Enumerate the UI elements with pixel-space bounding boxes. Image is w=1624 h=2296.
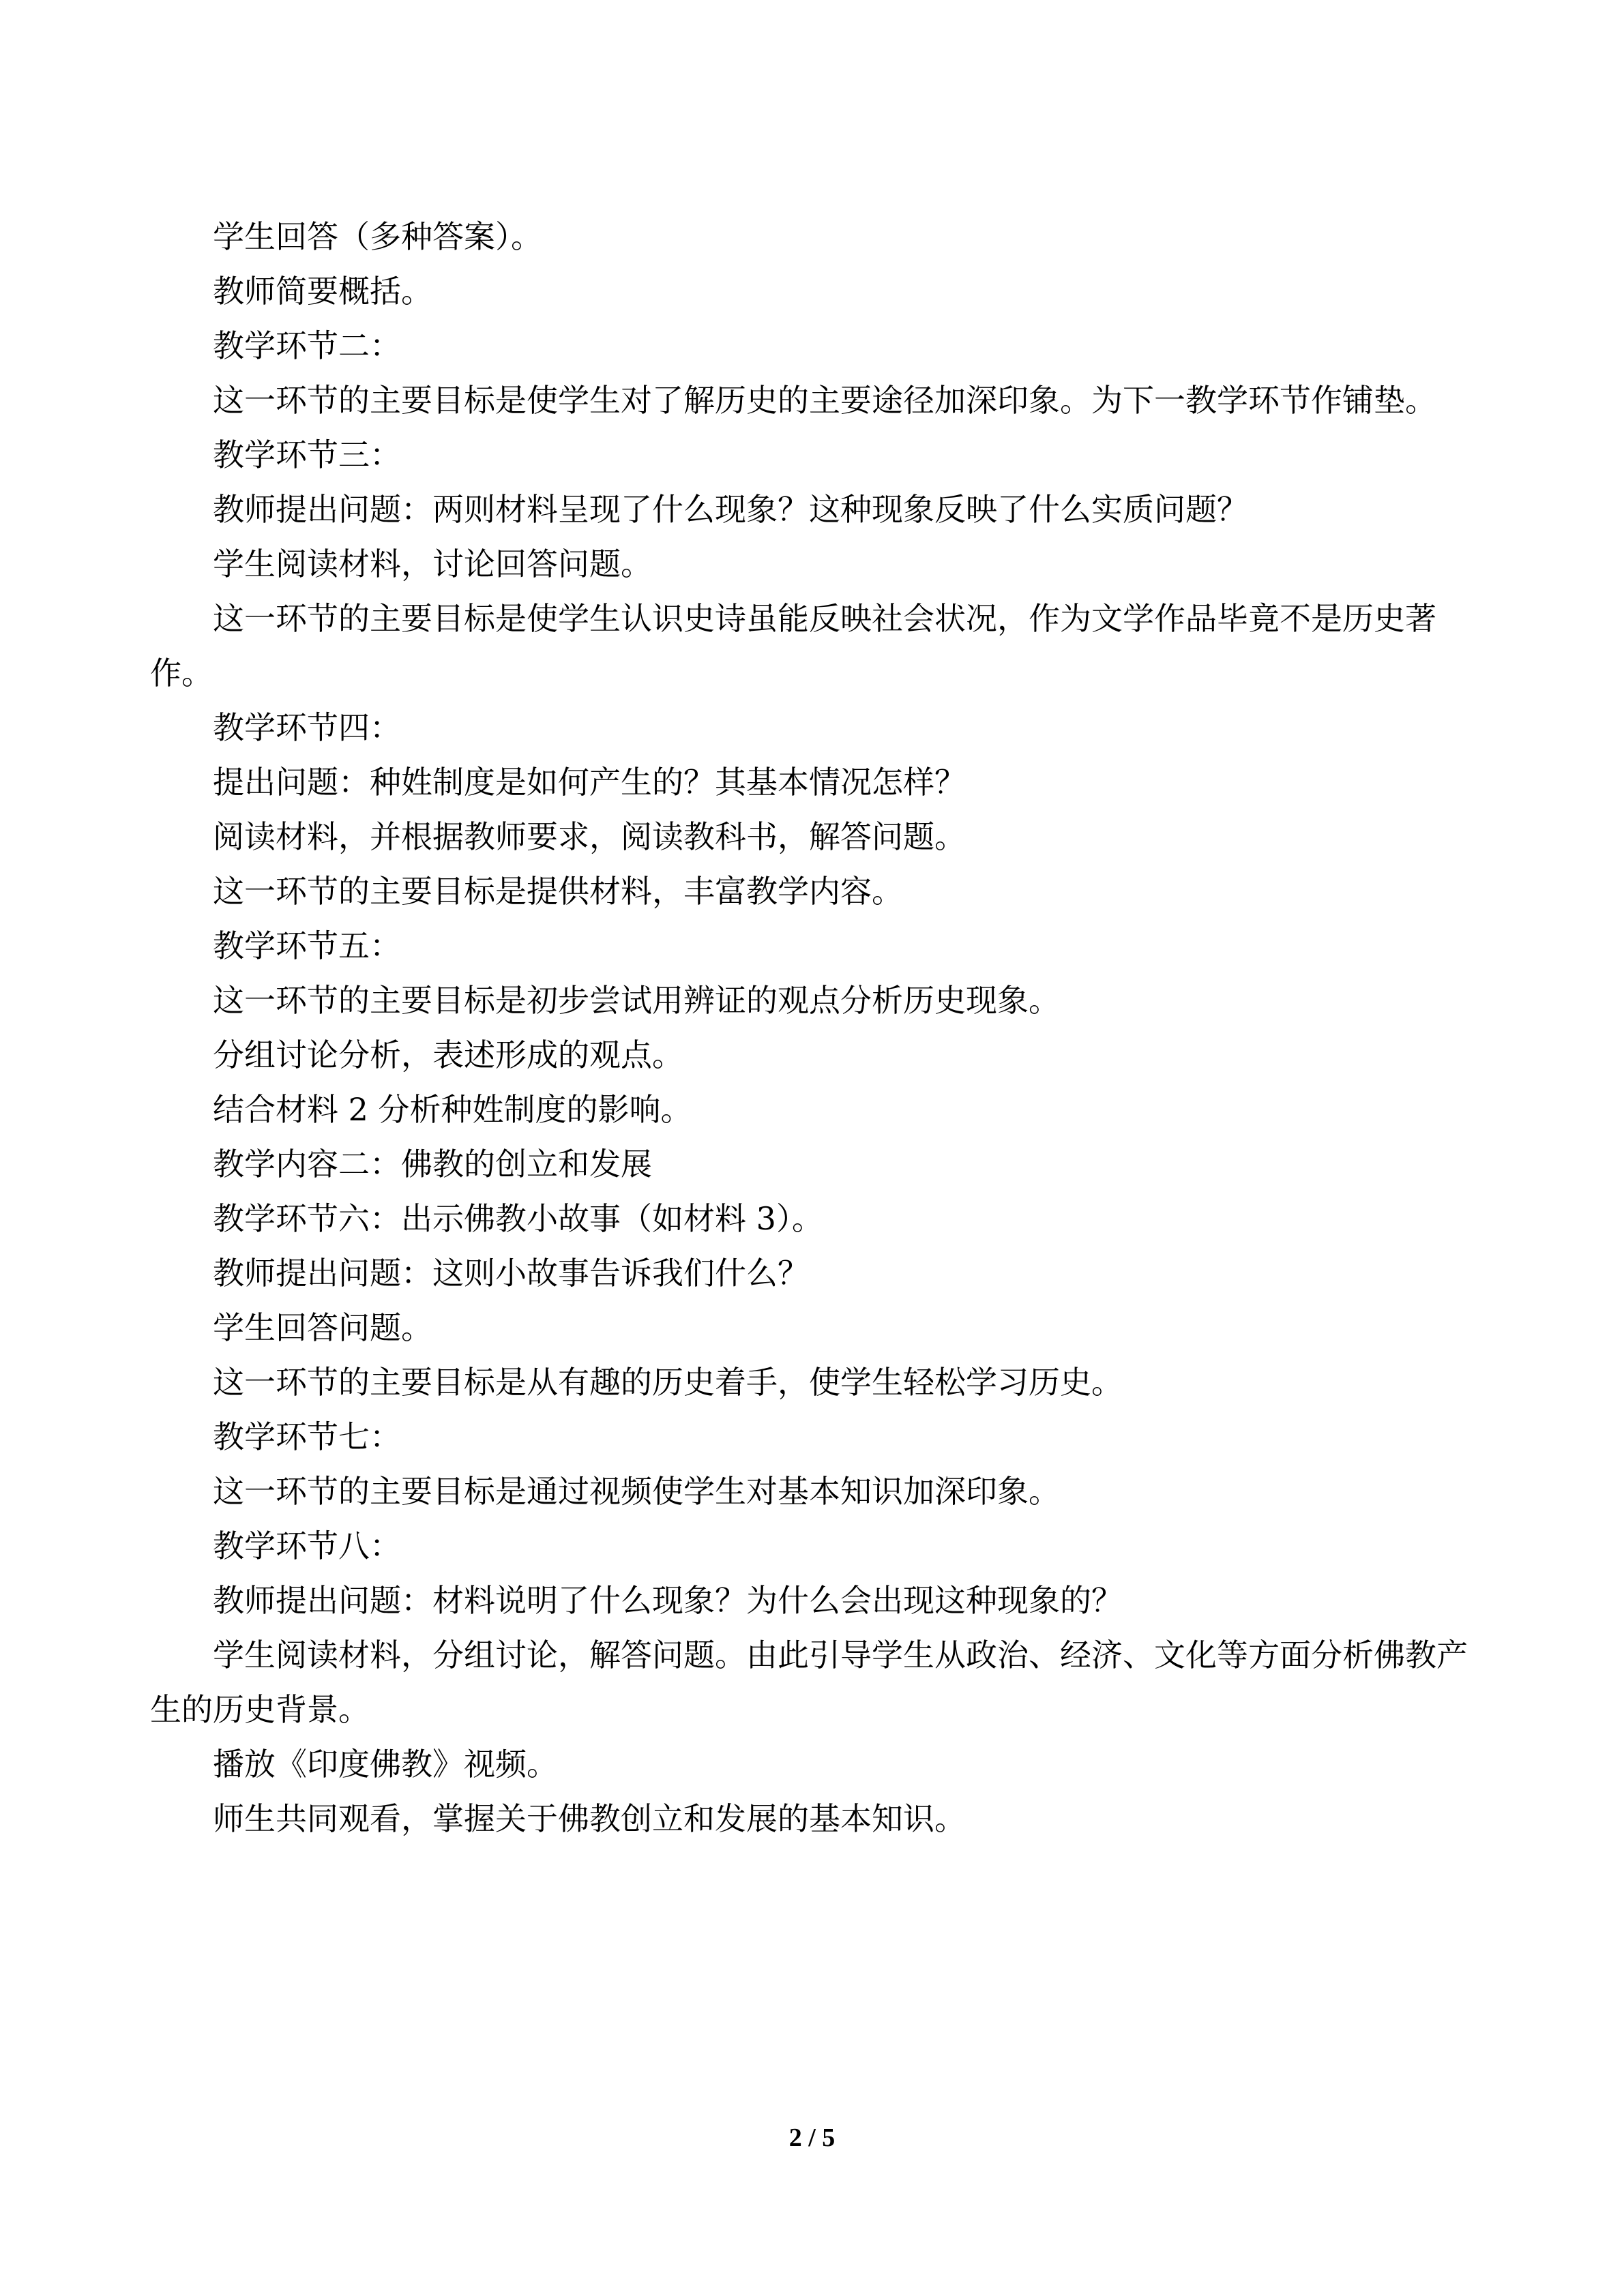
paragraph: 教学环节六：出示佛教小故事（如材料 3）。	[213, 1200, 823, 1237]
section-heading: 教学环节四：	[213, 709, 401, 746]
section-heading: 教学环节三：	[213, 436, 401, 473]
paragraph: 学生阅读材料，讨论回答问题。	[213, 546, 652, 582]
page-number: 2 / 5	[788, 2123, 836, 2152]
section-heading: 教学内容二：佛教的创立和发展	[213, 1146, 652, 1182]
paragraph: 教师提出问题：这则小故事告诉我们什么？	[213, 1255, 809, 1292]
paragraph: 师生共同观看，掌握关于佛教创立和发展的基本知识。	[213, 1800, 966, 1837]
paragraph: 提出问题：种姓制度是如何产生的？其基本情况怎样？	[213, 764, 966, 801]
paragraph: 这一环节的主要目标是使学生认识史诗虽能反映社会状况，作为文学作品毕竟不是历史著作。	[150, 600, 1436, 691]
section-heading: 教学环节二：	[213, 327, 401, 364]
paragraph: 阅读材料，并根据教师要求，阅读教科书，解答问题。	[213, 818, 966, 855]
paragraph: 结合材料 2 分析种姓制度的影响。	[213, 1091, 692, 1128]
paragraph: 学生阅读材料，分组讨论，解答问题。由此引导学生从政治、经济、文化等方面分析佛教产生的历史背景。	[150, 1637, 1468, 1728]
paragraph: 教师提出问题：两则材料呈现了什么现象？这种现象反映了什么实质问题？	[213, 491, 1248, 528]
paragraph: 这一环节的主要目标是初步尝试用辨证的观点分析历史现象。	[213, 982, 1060, 1019]
paragraph: 这一环节的主要目标是使学生对了解历史的主要途径加深印象。为下一教学环节作铺垫。	[213, 382, 1436, 419]
paragraph: 教师提出问题：材料说明了什么现象？为什么会出现这种现象的？	[213, 1582, 1123, 1619]
paragraph: 这一环节的主要目标是通过视频使学生对基本知识加深印象。	[213, 1473, 1060, 1510]
section-heading: 教学环节八：	[213, 1527, 401, 1564]
paragraph: 教师简要概括。	[213, 273, 432, 310]
paragraph: 学生回答问题。	[213, 1309, 432, 1346]
section-heading: 教学环节五：	[213, 927, 401, 964]
paragraph: 分组讨论分析，表述形成的观点。	[213, 1037, 683, 1073]
paragraph: 播放《印度佛教》视频。	[213, 1746, 558, 1783]
paragraph: 学生回答（多种答案）。	[213, 218, 542, 255]
section-heading: 教学环节七：	[213, 1418, 401, 1455]
paragraph: 这一环节的主要目标是从有趣的历史着手，使学生轻松学习历史。	[213, 1364, 1123, 1401]
paragraph: 这一环节的主要目标是提供材料，丰富教学内容。	[213, 873, 903, 910]
document-body	[150, 209, 1473, 1846]
